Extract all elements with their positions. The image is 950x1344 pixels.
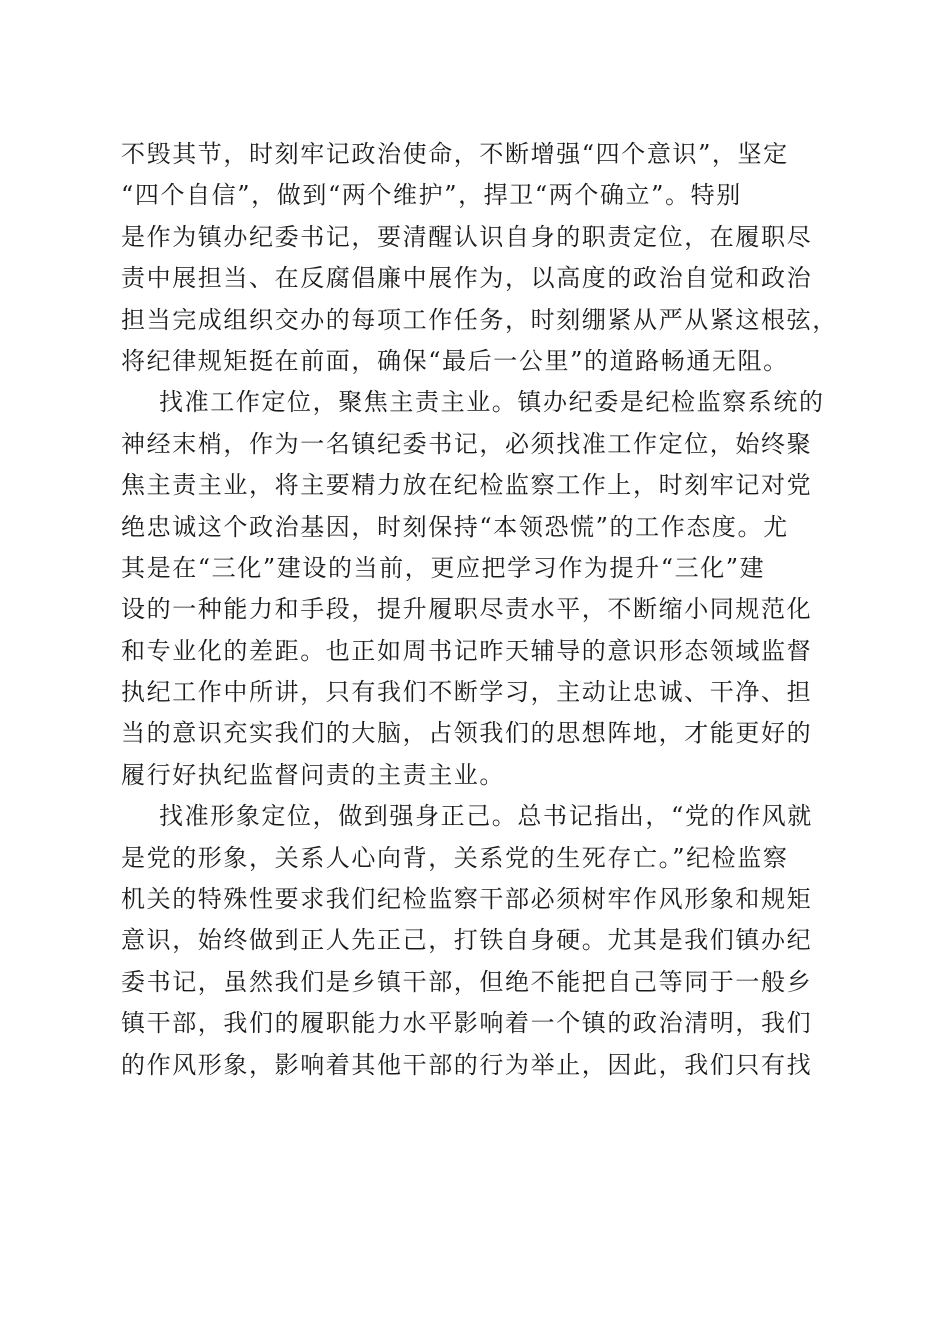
text-line: 焦主责主业，将主要精力放在纪检监察工作上，时刻牢记对党 — [121, 471, 813, 500]
text-line: 担当完成组织交办的每项工作任务，时刻绷紧从严从紧这根弦， — [121, 305, 838, 334]
text-line: 意识，始终做到正人先正己，打铁自身硬。尤其是我们镇办纪 — [121, 926, 813, 955]
text-line: 委书记，虽然我们是乡镇干部，但绝不能把自己等同于一般乡 — [121, 967, 813, 996]
text-line: 是作为镇办纪委书记，要清醒认识自身的职责定位，在履职尽 — [121, 222, 813, 251]
text-line: 当的意识充实我们的大脑，占领我们的思想阵地，才能更好的 — [121, 719, 813, 748]
document-body — [121, 134, 838, 1086]
text-line: 履行好执纪监督问责的主责主业。 — [121, 760, 505, 789]
text-line: 的作风形象，影响着其他干部的行为举止，因此，我们只有找 — [121, 1050, 813, 1079]
text-line: 设的一种能力和手段，提升履职尽责水平，不断缩小同规范化 — [121, 595, 813, 624]
paragraph-start-line: 找准形象定位，做到强身正己。总书记指出，“党的作风就 — [159, 802, 813, 831]
text-line: 和专业化的差距。也正如周书记昨天辅导的意识形态领域监督 — [121, 636, 813, 665]
text-line: “四个自信”，做到“两个维护”，捍卫“两个确立”。特别 — [121, 181, 742, 210]
text-line: 责中展担当、在反腐倡廉中展作为，以高度的政治自觉和政治 — [121, 264, 813, 293]
text-line: 不毁其节，时刻牢记政治使命，不断增强“四个意识”，坚定 — [121, 140, 789, 168]
paragraph-start-line: 找准工作定位，聚焦主责主业。镇办纪委是纪检监察系统的 — [159, 388, 825, 417]
text-line: 机关的特殊性要求我们纪检监察干部必须树牢作风形象和规矩 — [121, 885, 813, 914]
text-line: 神经末梢，作为一名镇纪委书记，必须找准工作定位，始终聚 — [121, 429, 813, 458]
text-line: 绝忠诚这个政治基因，时刻保持“本领恐慌”的工作态度。尤 — [121, 512, 789, 541]
text-line: 执纪工作中所讲，只有我们不断学习，主动让忠诚、干净、担 — [121, 678, 813, 707]
text-line: 其是在“三化”建设的当前，更应把学习作为提升“三化”建 — [121, 553, 766, 582]
text-line: 镇干部，我们的履职能力水平影响着一个镇的政治清明，我们 — [121, 1009, 813, 1038]
text-line: 是党的形象，关系人心向背，关系党的生死存亡。”纪检监察 — [121, 843, 789, 872]
text-line: 将纪律规矩挺在前面，确保“最后一公里”的道路畅通无阻。 — [121, 346, 789, 375]
